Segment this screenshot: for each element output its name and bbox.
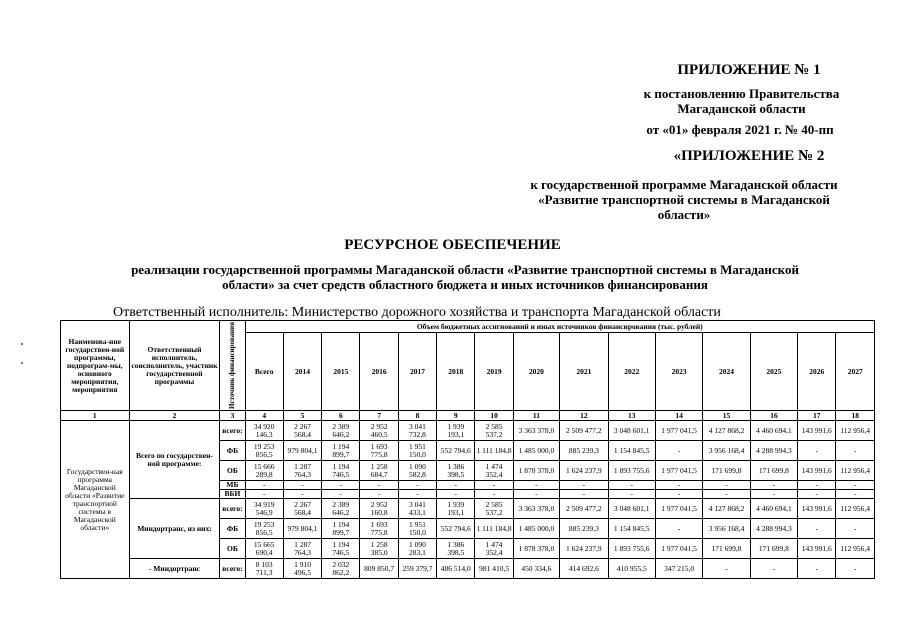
value-cell: 2 509 477,2 [560,421,608,441]
value-cell: 19 253 856,5 [245,519,283,539]
value-cell: 1 287 764,3 [283,539,321,559]
value-cell: - [655,481,702,490]
source-cell: ОБ [220,461,245,481]
col-number: 15 [703,411,750,421]
value-cell: 1 624 237,9 [560,461,608,481]
value-cell: 2 952 160,8 [360,499,398,519]
value-cell: - [283,481,321,490]
value-cell: 2 509 477,2 [560,499,608,519]
value-cell: 1 474 352,4 [475,461,513,481]
value-cell: 171 699,8 [750,461,797,481]
value-cell: 1 386 398,5 [437,539,475,559]
value-cell: 1 910 496,5 [283,559,321,579]
year-header: 2019 [475,333,513,411]
value-cell: - [798,481,836,490]
col-number: 13 [608,411,655,421]
value-cell: 552 794,6 [437,441,475,461]
value-cell: 1 893 755,6 [608,539,655,559]
col-number: 10 [475,411,513,421]
value-cell: 347 215,0 [655,559,702,579]
source-cell: ВБИ [220,490,245,499]
year-header: 2014 [283,333,321,411]
value-cell: - [283,490,321,499]
value-cell: 3 363 378,0 [513,421,559,441]
col-number: 6 [322,411,360,421]
value-cell: - [836,490,875,499]
value-cell: 171 699,8 [703,461,750,481]
value-cell: 4 460 694,1 [750,421,797,441]
value-cell: 979 804,1 [283,519,321,539]
value-cell: 143 991,6 [798,499,836,519]
value-cell: 4 288 994,3 [750,519,797,539]
value-cell: 112 956,4 [836,461,875,481]
value-cell: 1 693 775,8 [360,441,398,461]
value-cell: 1 977 041,5 [655,421,702,441]
value-cell: 112 956,4 [836,421,875,441]
value-cell: 979 804,1 [283,441,321,461]
col-number: 4 [245,411,283,421]
value-cell: 2 585 537,2 [475,421,513,441]
value-cell: 143 991,6 [798,539,836,559]
value-cell: 410 955,5 [608,559,655,579]
value-cell: - [398,490,436,499]
program-name: Государствен-ная программа Магаданской области «Развитие транспортной системы в Магаданской области» [61,421,130,579]
value-cell: 1 977 041,5 [655,539,702,559]
appendix2-reference: к государственной программе Магаданской области «Развитие транспортной системы в Магаданской области» [530,177,838,222]
value-cell: 1 485 000,0 [513,441,559,461]
value-cell: - [703,490,750,499]
value-cell: 3 956 168,4 [703,441,750,461]
appendix1-reference: к постановлению Правительства Магаданской области [643,86,840,116]
value-cell: 1 154 845,5 [608,519,655,539]
col-number: 1 [61,411,130,421]
value-cell: 4 288 994,3 [750,441,797,461]
year-header: 2018 [437,333,475,411]
document-title: РЕСУРСНОЕ ОБЕСПЕЧЕНИЕ [344,237,561,253]
source-cell: всего: [220,499,245,519]
col-number: 14 [655,411,702,421]
value-cell: 486 514,0 [437,559,475,579]
col-header-source [220,321,245,411]
value-cell: 34 919 546,9 [245,499,283,519]
responsible-executor: Ответственный исполнитель: Министерство дорожного хозяйства и транспорта Магаданской области [113,305,721,320]
value-cell: 885 239,3 [560,519,608,539]
source-cell: ОБ [220,539,245,559]
value-cell: - [655,490,702,499]
value-cell: 1 111 184,8 [475,519,513,539]
value-cell: - [608,490,655,499]
value-cell: 1 878 378,0 [513,539,559,559]
year-header: 2025 [750,333,797,411]
value-cell: - [360,481,398,490]
col-header-volume: Объем бюджетных ассигнований и иных источников финансирования (тыс. рублей) [245,321,874,333]
value-cell: - [437,490,475,499]
value-cell: 1 194 746,5 [322,539,360,559]
year-header: 2020 [513,333,559,411]
value-cell: - [836,559,875,579]
col-number: 9 [437,411,475,421]
year-header: 2026 [798,333,836,411]
value-cell: - [703,559,750,579]
value-cell: 1 485 000,0 [513,519,559,539]
resource-table [60,320,875,579]
value-cell: 1 693 775,8 [360,519,398,539]
appendix1-date: от «01» февраля 2021 г. № 40-пп [646,122,834,137]
value-cell: 1 951 150,0 [398,519,436,539]
value-cell: 885 239,3 [560,441,608,461]
year-header: 2023 [655,333,702,411]
value-cell: 143 991,6 [798,421,836,441]
value-cell: 1 878 378,0 [513,461,559,481]
value-cell: 1 111 184,8 [475,441,513,461]
value-cell: 1 287 764,3 [283,461,321,481]
scan-speck [21,362,23,364]
value-cell: - [475,490,513,499]
value-cell: 112 956,4 [836,539,875,559]
source-cell: ФБ [220,441,245,461]
document-subtitle: реализации государственной программы Магаданской области «Развитие транспортной системы в Магаданской области» за счет средств областного бюджета и иных источников финансирования [131,262,799,292]
value-cell: 1 386 398,5 [437,461,475,481]
value-cell: 3 041 433,1 [398,499,436,519]
value-cell: 2 585 537,2 [475,499,513,519]
value-cell: - [798,559,836,579]
value-cell: 981 410,5 [475,559,513,579]
value-cell: 1 939 193,1 [437,421,475,441]
value-cell: 1 154 845,5 [608,441,655,461]
value-cell: 4 127 868,2 [703,499,750,519]
value-cell: 2 267 568,4 [283,421,321,441]
value-cell: 1 258 385,0 [360,539,398,559]
value-cell: - [836,481,875,490]
appendix2-heading: «ПРИЛОЖЕНИЕ № 2 [673,148,825,164]
value-cell: 171 699,8 [750,539,797,559]
value-cell: - [513,490,559,499]
value-cell: 15 666 289,8 [245,461,283,481]
year-header: 2022 [608,333,655,411]
year-header: 2015 [322,333,360,411]
table-row [61,559,875,579]
col-header-responsible: Ответственный исполнитель, соисполнитель, участник государственной программы [129,321,220,411]
value-cell: 259 379,7 [398,559,436,579]
appendix1-heading: ПРИЛОЖЕНИЕ № 1 [677,62,821,78]
value-cell: - [475,481,513,490]
value-cell: 3 363 378,0 [513,499,559,519]
value-cell: 34 920 146,3 [245,421,283,441]
value-cell: - [398,481,436,490]
value-cell: 3 956 168,4 [703,519,750,539]
value-cell: 112 956,4 [836,499,875,519]
value-cell: 1 977 041,5 [655,461,702,481]
col-number: 7 [360,411,398,421]
value-cell: - [245,481,283,490]
value-cell: - [750,559,797,579]
value-cell: - [703,481,750,490]
col-number: 3 [220,411,245,421]
value-cell: 4 460 694,1 [750,499,797,519]
value-cell: - [798,441,836,461]
value-cell: - [560,490,608,499]
value-cell: 2 952 460,5 [360,421,398,441]
value-cell: - [798,490,836,499]
value-cell: 171 699,8 [703,539,750,559]
col-header-source-text: Источник финансирования [228,322,237,409]
value-cell: 1 624 237,9 [560,539,608,559]
col-number: 12 [560,411,608,421]
col-number: 16 [750,411,797,421]
value-cell: 1 951 150,0 [398,441,436,461]
value-cell: 4 127 868,2 [703,421,750,441]
value-cell: - [836,441,875,461]
value-cell: 15 665 690,4 [245,539,283,559]
year-header: Всего [245,333,283,411]
value-cell: 2 267 568,4 [283,499,321,519]
responsible-cell: Миндортранс, из них: [129,499,220,559]
value-cell: 1 194 899,7 [322,441,360,461]
value-cell: 450 334,6 [513,559,559,579]
value-cell: - [608,481,655,490]
value-cell: - [750,481,797,490]
responsible-cell: - Миндортранс [129,559,220,579]
value-cell: - [437,481,475,490]
source-cell: МБ [220,481,245,490]
value-cell: - [360,490,398,499]
value-cell: 552 794,6 [437,519,475,539]
year-header: 2016 [360,333,398,411]
value-cell: - [322,490,360,499]
value-cell: 19 253 856,5 [245,441,283,461]
value-cell: 3 048 601,1 [608,421,655,441]
value-cell: 1 090 582,8 [398,461,436,481]
value-cell: 1 977 041,5 [655,499,702,519]
value-cell: 1 893 755,6 [608,461,655,481]
value-cell: 1 090 283,1 [398,539,436,559]
value-cell: - [513,481,559,490]
value-cell: 2 389 646,2 [322,421,360,441]
value-cell: - [245,490,283,499]
value-cell: 809 850,7 [360,559,398,579]
responsible-cell: Всего по государствен-ной программе: [129,421,220,499]
col-header-name: Наименова-ние государствен-ной программы, подпрограм-мы, основного мероприятия, мероприятия [61,321,130,411]
year-header: 2024 [703,333,750,411]
value-cell: 8 103 711,3 [245,559,283,579]
value-cell: - [322,481,360,490]
value-cell: 3 048 601,1 [608,499,655,519]
value-cell: 2 032 862,2 [322,559,360,579]
value-cell: 1 939 193,1 [437,499,475,519]
source-cell: всего: [220,559,245,579]
table-row [61,421,875,441]
value-cell: 414 692,6 [560,559,608,579]
col-number: 17 [798,411,836,421]
value-cell: 143 991,6 [798,461,836,481]
year-header: 2021 [560,333,608,411]
value-cell: - [560,481,608,490]
value-cell: 1 474 352,4 [475,539,513,559]
value-cell: - [655,441,702,461]
source-cell: ФБ [220,519,245,539]
value-cell: 1 258 684,7 [360,461,398,481]
col-number: 18 [836,411,875,421]
value-cell: - [798,519,836,539]
value-cell: 3 041 732,8 [398,421,436,441]
col-number: 8 [398,411,436,421]
col-number: 5 [283,411,321,421]
table-row [61,499,875,519]
value-cell: 1 194 899,7 [322,519,360,539]
col-number: 11 [513,411,559,421]
year-header: 2027 [836,333,875,411]
source-cell: всего: [220,421,245,441]
value-cell: 1 194 746,5 [322,461,360,481]
col-number: 2 [129,411,220,421]
value-cell: 2 389 646,2 [322,499,360,519]
value-cell: - [750,490,797,499]
value-cell: - [655,519,702,539]
year-header: 2017 [398,333,436,411]
scan-speck [21,343,23,345]
value-cell: - [836,519,875,539]
